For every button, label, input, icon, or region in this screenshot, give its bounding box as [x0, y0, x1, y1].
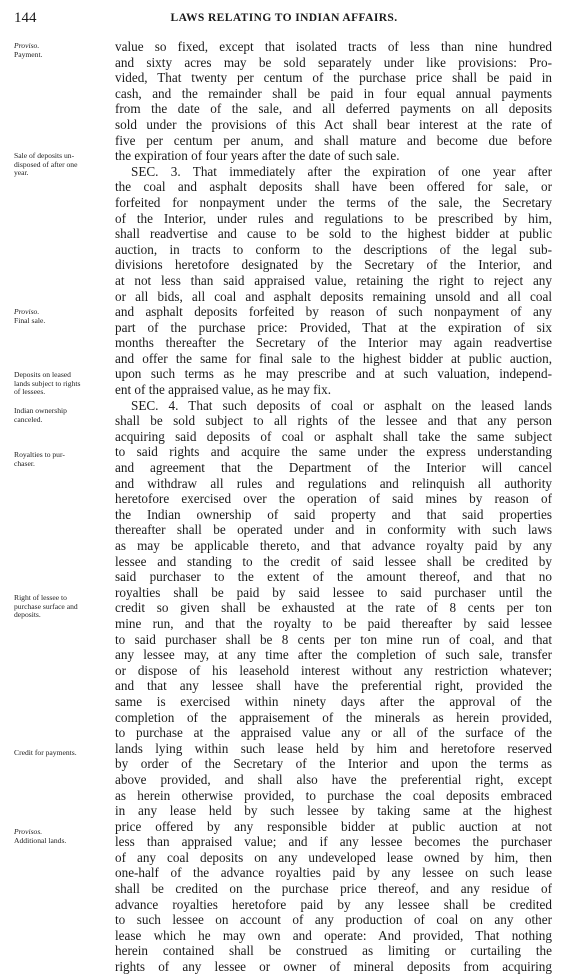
body-line: to said purchaser shall be 8 cents per ton mine run of coal, and that	[115, 631, 552, 647]
body-line: forfeited for nonpayment under the terms of the sale, the Secretary	[115, 194, 552, 210]
margin-note-proviso-payment	[14, 42, 114, 59]
body-line: shall readvertise and cause to be sold to the highest bidder at public	[115, 226, 552, 242]
body-line: the Indian ownership of said property and that said properties	[115, 506, 552, 522]
body-line: the expiration of four years after the date of such sale.	[115, 148, 400, 164]
margin-note-line: disposed of after one	[14, 159, 78, 169]
margin-note-line: Payment.	[14, 49, 43, 59]
body-line: above provided, and shall also have the preferential right, except	[115, 771, 552, 787]
margin-note-line: Right of lessee to	[14, 593, 67, 602]
body-line: of any coal deposits on any undeveloped lease owned by him, then	[115, 849, 552, 865]
margin-note-credit-payments	[14, 749, 114, 758]
body-line: of the Interior, under rules and regulations to be prescribed by him,	[115, 210, 552, 226]
margin-note-line: Final sale.	[14, 315, 46, 325]
body-line: royalties shall be paid by said lessee to said purchaser until the	[115, 584, 552, 600]
body-line: mine run, and that the royalty to be paid thereafter by said lessee	[115, 615, 552, 631]
body-line: vided, That twenty per centum of the purchase price shall be paid in	[115, 70, 552, 86]
margin-note-line: Credit for payments.	[14, 748, 77, 757]
body-line: thereafter shall be operated under and in conformity with such laws	[115, 522, 552, 538]
margin-note-line: deposits.	[14, 610, 41, 620]
margin-note-royalties	[14, 451, 114, 468]
margin-note-sale-of-deposits	[14, 152, 114, 178]
body-line: SEC. 3. That immediately after the expiration of one year after	[131, 163, 552, 179]
body-line: heretofore exercised over the operation of said mines by reason of	[115, 491, 552, 507]
body-line: lease which he may own and operate: And provided, That nothing	[115, 927, 552, 943]
body-line: less than appraised value; and if any lessee becomes the purchaser	[115, 834, 552, 850]
body-line: as herein otherwise provided, to purchase the coal deposits embraced	[115, 787, 552, 803]
body-line: herein contained shall be construed as limiting or curtailing the	[115, 943, 552, 959]
page-header	[14, 10, 554, 26]
running-title: LAWS RELATING TO INDIAN AFFAIRS.	[170, 12, 398, 24]
body-line: and asphalt deposits forfeited by reason of such nonpayment of any	[115, 304, 552, 320]
margin-note-line: Provisos.	[14, 827, 43, 836]
body-line: to purchase at the appraised value any or all of the surface of the	[115, 725, 552, 741]
body-line: five per centum per anum, and shall mature and become due before	[115, 132, 552, 148]
body-line: price offered by any responsible bidder at public auction at not	[115, 818, 552, 834]
body-line: from the date of the sale, and all deferred payments on all deposits	[115, 101, 552, 117]
body-line: rights of any lessee or owner of mineral deposits from acquiring	[115, 959, 552, 975]
body-line: at not less than said appraised value, retaining the right to reject any	[115, 272, 552, 288]
body-line: one-half of the advance royalties paid by any lessee on such lease	[115, 865, 552, 881]
margin-note-line: Indian ownership	[14, 406, 67, 415]
body-line: part of the purchase price: Provided, That at the expiration of six	[115, 319, 552, 335]
margin-note-line: year.	[14, 168, 29, 178]
body-line: cash, and the remainder shall be paid in four equal annual payments	[115, 85, 552, 101]
margin-note-line: Proviso.	[14, 307, 40, 316]
body-text	[115, 39, 552, 975]
body-line: divisions heretofore designated by the Secretary of the Interior, and	[115, 257, 552, 273]
margin-note-line: Proviso.	[14, 41, 40, 50]
body-line: same is exercised within ninety days after the approval of the	[115, 693, 552, 709]
body-line: advance royalties heretofore paid by any lessee shall be credited	[115, 896, 552, 912]
margin-note-deposits-on-leased	[14, 371, 114, 397]
body-line: and offer the same for final sale to the highest bidder at public auction,	[115, 350, 552, 366]
margin-note-right-of-lessee	[14, 594, 114, 620]
body-line: or dispose of his leasehold interest without any restriction whatever;	[115, 662, 552, 678]
margin-note-line: Sale of deposits un-	[14, 151, 75, 160]
margin-note-line: canceled.	[14, 414, 43, 424]
body-line: ent of the appraised value, as he may fix.	[115, 382, 332, 398]
body-line: any lessee may, at any time after the completion of such sale, transfer	[115, 647, 552, 663]
body-line: acquiring said deposits of coal or asphalt shall take the same subject	[115, 428, 552, 444]
body-line: lands lying within such lease held by him and heretofore reserved	[115, 740, 552, 756]
body-line: months thereafter the Secretary of the Interior may again readvertise	[115, 335, 552, 351]
body-line: the coal and asphalt deposits shall have been offered for sale, or	[115, 179, 552, 195]
body-line: completion of the appraisement of the minerals as herein provided,	[115, 709, 552, 725]
body-line: and withdraw all rules and regulations and relinquish all authority	[115, 475, 552, 491]
body-line: and that any lessee shall have the preferential right, provided the	[115, 678, 552, 694]
body-line: and sixty acres may be sold separately under like provisions: Pro-	[115, 54, 552, 70]
margin-note-line: chaser.	[14, 458, 35, 468]
body-line: sold under the provisions of this Act shall bear interest at the rate of	[115, 116, 552, 132]
body-line: to said rights and acquire the same under the express understanding	[115, 444, 552, 460]
body-line: auction, in tracts to conform to the descriptions of the legal sub-	[115, 241, 552, 257]
margin-note-line: lands subject to rights	[14, 378, 81, 388]
body-line: and agreement that the Department of the Interior will cancel	[115, 460, 552, 476]
body-line: said purchaser to the extent of the amount thereof, and that no	[115, 569, 552, 585]
body-line: or all bids, all coal and asphalt deposits remaining unsold and all coal	[115, 288, 552, 304]
body-line: shall be sold subject to all rights of the lessee and that any person	[115, 413, 552, 429]
page-number: 144	[14, 10, 37, 26]
body-line: as may be applicable thereto, and that advance royalty paid by any	[115, 538, 552, 553]
margin-note-line: Deposits on leased	[14, 370, 71, 379]
body-line: SEC. 4. That such deposits of coal or asphalt on the leased lands	[131, 397, 552, 413]
margin-note-provisos-additional	[14, 828, 114, 845]
body-line: shall be credited on the purchase price thereof, and any residue of	[115, 881, 552, 897]
margin-note-line: Royalties to pur-	[14, 450, 65, 459]
margin-note-indian-ownership	[14, 407, 114, 424]
body-line: to such lessee on account of any production of coal on any other	[115, 912, 552, 928]
body-line: in any lease held by such lessee by taking same at the highest	[115, 803, 552, 819]
body-line: lessee and standing to the credit of said lessee shall be credited by	[115, 553, 552, 569]
body-line: value so fixed, except that isolated tracts of less than nine hundred	[115, 39, 552, 54]
margin-note-line: Additional lands.	[14, 835, 67, 845]
margin-note-line: of lessees.	[14, 387, 46, 397]
body-line: by order of the Secretary of the Interior and upon the terms as	[115, 756, 552, 772]
margin-note-proviso-final-sale	[14, 308, 114, 325]
margin-note-line: purchase surface and	[14, 601, 78, 611]
body-line: credit so given shall be exhausted at the rate of 8 cents per ton	[115, 600, 552, 616]
body-line: upon such terms as he may prescribe and at such valuation, independ-	[115, 366, 552, 382]
